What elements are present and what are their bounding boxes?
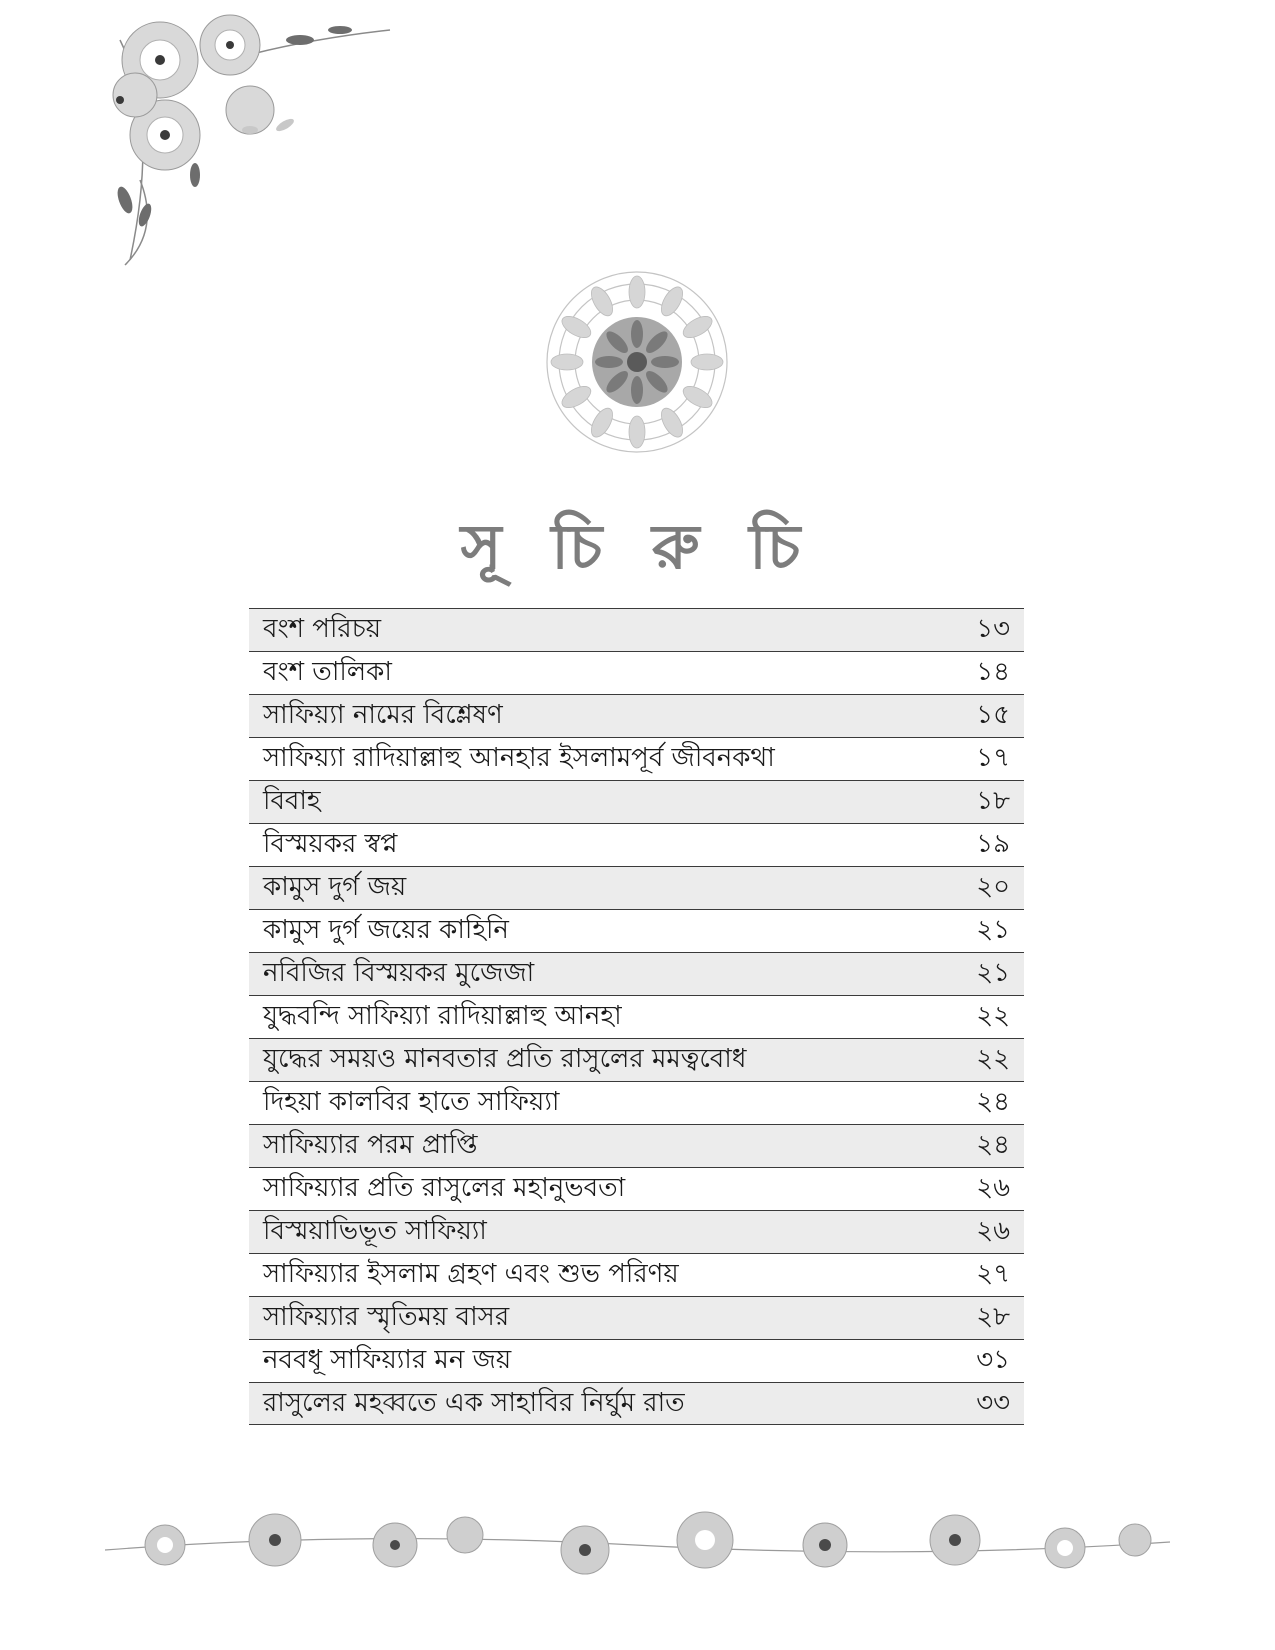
toc-row[interactable] bbox=[249, 1382, 1024, 1425]
toc-entry-page: ৩১ bbox=[976, 1345, 1010, 1375]
toc-entry-title: যুদ্ধের সময়ও মানবতার প্রতি রাসুলের মমত্ববোধ bbox=[263, 1044, 747, 1074]
toc-entry-page: ১৮ bbox=[976, 786, 1010, 816]
toc-row[interactable] bbox=[249, 1038, 1024, 1081]
toc-row[interactable] bbox=[249, 780, 1024, 823]
toc-entry-page: ২১ bbox=[976, 915, 1010, 945]
toc-entry-page: ১৩ bbox=[976, 614, 1010, 644]
toc-entry-title: বিস্ময়াভিভূত সাফিয়্যা bbox=[263, 1216, 487, 1246]
toc-row[interactable] bbox=[249, 952, 1024, 995]
toc-entry-page: ২৬ bbox=[976, 1216, 1010, 1246]
toc-entry-title: রাসুলের মহব্বতে এক সাহাবির নির্ঘুম রাত bbox=[263, 1387, 685, 1418]
toc-entry-title: সাফিয়্যার ইসলাম গ্রহণ এবং শুভ পরিণয় bbox=[263, 1259, 679, 1289]
toc-entry-title: বংশ পরিচয় bbox=[263, 614, 382, 644]
toc-entry-page: ২৪ bbox=[976, 1130, 1010, 1160]
toc-entry-page: ২২ bbox=[976, 1001, 1010, 1031]
toc-row[interactable] bbox=[249, 909, 1024, 952]
toc-entry-page: ২৪ bbox=[976, 1087, 1010, 1117]
page-title: সূ চি রু চি bbox=[460, 510, 815, 583]
toc-entry-title: সাফিয়্যা রাদিয়াল্লাহু আনহার ইসলামপূর্ব জীবনকথা bbox=[263, 743, 775, 773]
toc-entry-title: বিবাহ bbox=[263, 786, 321, 816]
toc-row[interactable] bbox=[249, 1124, 1024, 1167]
toc-row[interactable] bbox=[249, 823, 1024, 866]
toc-entry-page: ২১ bbox=[976, 958, 1010, 988]
toc-entry-page: ২০ bbox=[976, 872, 1010, 902]
toc-row[interactable] bbox=[249, 651, 1024, 694]
toc-row[interactable] bbox=[249, 1210, 1024, 1253]
toc-entry-title: নববধূ সাফিয়্যার মন জয় bbox=[263, 1345, 512, 1375]
toc-row[interactable] bbox=[249, 1167, 1024, 1210]
toc-entry-title: দিহয়া কালবির হাতে সাফিয়্যা bbox=[263, 1087, 560, 1117]
toc-row[interactable] bbox=[249, 866, 1024, 909]
toc-entry-page: ২৮ bbox=[976, 1302, 1010, 1332]
floral-border-icon bbox=[105, 1500, 1170, 1590]
toc-entry-page: ২৭ bbox=[976, 1259, 1010, 1289]
toc-row[interactable] bbox=[249, 1339, 1024, 1382]
toc-entry-page: ২২ bbox=[976, 1044, 1010, 1074]
toc-row[interactable] bbox=[249, 995, 1024, 1038]
toc-entry-page: ১৯ bbox=[976, 829, 1010, 859]
toc-entry-title: সাফিয়্যার স্মৃতিময় বাসর bbox=[263, 1302, 510, 1332]
toc-entry-page: ১৫ bbox=[976, 700, 1010, 730]
toc-entry-title: বংশ তালিকা bbox=[263, 657, 392, 687]
toc-row[interactable] bbox=[249, 737, 1024, 780]
toc-entry-title: সাফিয়্যার পরম প্রাপ্তি bbox=[263, 1130, 478, 1160]
mandala-ornament-icon bbox=[537, 262, 737, 462]
toc-entry-title: নবিজির বিস্ময়কর মুজেজা bbox=[263, 958, 535, 988]
toc-entry-title: সাফিয়্যার প্রতি রাসুলের মহানুভবতা bbox=[263, 1173, 626, 1203]
toc-entry-title: কামুস দুর্গ জয়ের কাহিনি bbox=[263, 915, 509, 945]
toc-entry-title: যুদ্ধবন্দি সাফিয়্যা রাদিয়াল্লাহু আনহা bbox=[263, 1001, 622, 1031]
toc-row[interactable] bbox=[249, 608, 1024, 651]
toc-entry-page: ১৪ bbox=[976, 657, 1010, 687]
toc-entry-page: ২৬ bbox=[976, 1173, 1010, 1203]
table-of-contents bbox=[249, 608, 1024, 1425]
toc-row[interactable] bbox=[249, 1081, 1024, 1124]
toc-entry-page: ১৭ bbox=[976, 743, 1010, 773]
toc-entry-title: সাফিয়্যা নামের বিশ্লেষণ bbox=[263, 700, 503, 730]
toc-entry-title: বিস্ময়কর স্বপ্ন bbox=[263, 829, 398, 859]
toc-row[interactable] bbox=[249, 1296, 1024, 1339]
toc-entry-title: কামুস দুর্গ জয় bbox=[263, 872, 407, 902]
toc-entry-page: ৩৩ bbox=[976, 1387, 1010, 1418]
floral-corner-icon bbox=[100, 0, 410, 285]
toc-row[interactable] bbox=[249, 694, 1024, 737]
toc-row[interactable] bbox=[249, 1253, 1024, 1296]
